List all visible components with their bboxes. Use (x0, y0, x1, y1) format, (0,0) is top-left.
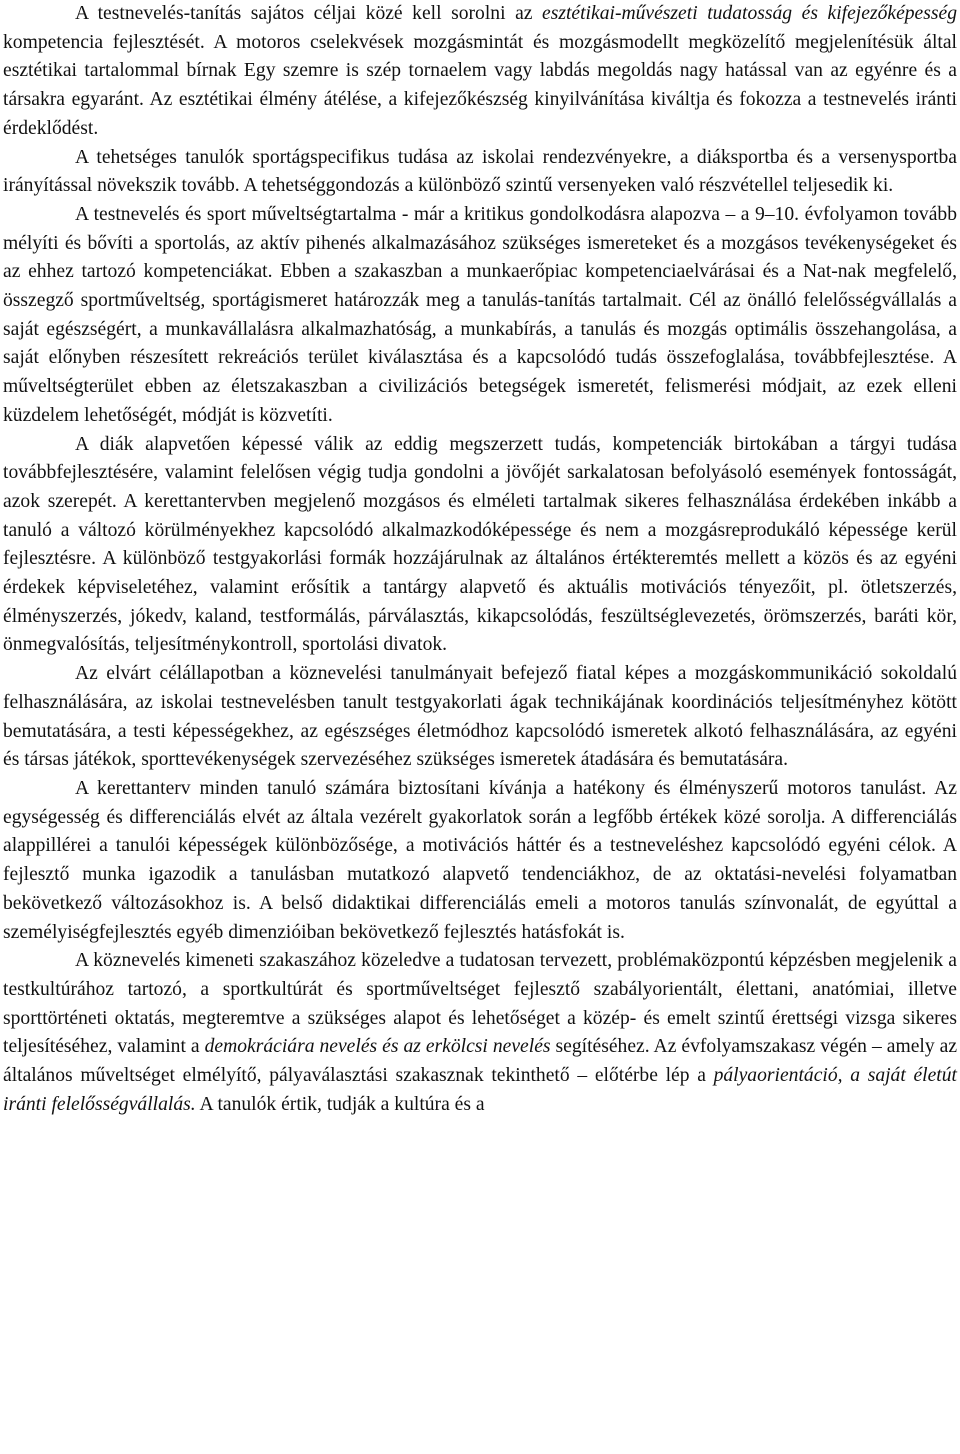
paragraph-text: Az elvárt célállapotban a köznevelési tanulmányait befejező fiatal képes a mozgáskommunikáció sokoldalú felhasználására, az iskolai testnevelésben tanult testgyakorlati ágak technikájának koordinációs teljesítményhez kötött bemutatására, a testi képességekhez, az egészséges életmódhoz kapcsolódó ismeretek alkotó felhasználására, az egyéni és társas játékok, sporttevékenységek szervezéséhez szükséges ismeretek átadására és bemutatására. (3, 663, 957, 771)
paragraph-text: A kerettanterv minden tanuló számára biztosítani kívánja a hatékony és élményszerű motoros tanulást. Az egységesség és differenciálás elvét az általa vezérelt gyakorlatok során a legfőbb értékek közé sorolja. A differenciálás alappillérei a tanulói képességek különbözősége, a motivációs háttér és a testneveléshez kapcsolódó egyéni célok. A fejlesztő munka igazodik a tanulásban mutatkozó alapvető tendenciákhoz, de az oktatási-nevelési folyamatban bekövetkező változásokhoz is. A belső didaktikai differenciálás emeli a motoros tanulás színvonalát, de egyúttal a személyiségfejlesztés egyéb dimenzióiban bekövetkező fejlesztés hatásfokát is. (3, 777, 957, 943)
paragraph-aesthetic-competence (3, 0, 957, 144)
paragraph-text: A tehetséges tanulók sportágspecifikus tudása az iskolai rendezvényekre, a diáksportba és a versenysportba irányítással növekszik tovább. A tehetséggondozás a különböző szintű versenyeken való részvétellel teljesedik ki. (3, 146, 957, 197)
paragraph-differentiation (3, 775, 957, 947)
paragraph-grades-9-10 (3, 201, 957, 431)
paragraph-expected-outcome (3, 660, 957, 775)
paragraph-text: A tanulók értik, tudják a kultúra és a (195, 1093, 485, 1115)
paragraph-text: A testnevelés-tanítás sajátos céljai közé kell sorolni az (75, 3, 543, 24)
paragraph-text: segítéséhez. Az évfolyamszakasz végén – amely az általános műveltséget elmélyítő, pályaválasztási szakasznak tekinthető – előtérbe lép a (3, 1036, 958, 1087)
paragraph-text: A diák alapvetően képessé válik az eddig megszerzett tudás, kompetenciák birtokában a tárgyi tudása továbbfejlesztésére, valamint felelősen végig tudja gondolni a jövőjét sarkalatosan befolyásoló események fontosságát, azok szerepét. A kerettantervben megjelenő mozgásos és elméleti tartalmak sikeres felhasználása érdekében inkább a tanuló a változó körülményekhez kapcsolódó alkalmazkodóképessége és nem a mozgásreprodukáló képessége kerül fejlesztésre. A különböző testgyakorlási formák hozzájárulnak az általános értékteremtés mellett a közös és az egyéni érdekek képviseletéhez, valamint erősítik a tantárgy alapvető és aktuális motivációs tényezőit, pl. ötletszerzés, élményszerzés, jókedv, kaland, testformálás, párválasztás, kikapcsolódás, feszültséglevezetés, örömszerzés, baráti kör, önmegvalósítás, teljesítménykontroll, sportolási divatok. (3, 433, 957, 656)
paragraph-student-capability (3, 431, 957, 661)
emphasis-text: pályaorientáció, a saját életút iránti felelősségvállalás. (3, 1065, 957, 1115)
paragraph-exit-stage (3, 947, 957, 1119)
paragraph-text: A testnevelés és sport műveltségtartalma - már a kritikus gondolkodásra alapozva – a 9–10. évfolyamon tovább mélyíti és bővíti a sportolás, az aktív pihenés alkalmazásához szükséges ismereteket és a mozgásos tevékenységeket és az ehhez tartozó kompetenciákat. Ebben a szakaszban a munkaerőpiac kompetenciaelvárásai és a Nat-nak megfelelő, összegző sportműveltség, sportágismeret határozzák meg a tanulás-tanítás tartalmait. Cél az önálló felelősségvállalás a saját egészségért, a munkavállalásra alkalmazhatóság, a munkabírás, a tanulás és mozgás optimális összehangolása, a saját előnyben részesített rekreációs terület kiválasztása és a kapcsolódó tudás összefoglalása, továbbfejlesztése. A műveltségterület ebben az életszakaszban a civilizációs betegségek ismeretét, felismerési módjait, az ezek elleni küzdelem lehetőségét, módját is közvetíti. (3, 203, 957, 426)
paragraph-talented-students (3, 144, 957, 201)
paragraph-text: A köznevelés kimeneti szakaszához közeledve a tudatosan tervezett, problémaközpontú képzésben megjelenik a testkultúrához tartozó, a sportkultúrát és sportműveltséget fejlesztő szabályorientált, élettani, anatómiai, illetve sporttörténeti oktatás, megteremtve a szükséges alapot és lehetőséget a közép- és emelt szintű érettségi vizsga sikeres teljesítéséhez, valamint a (3, 950, 957, 1058)
emphasis-text: esztétikai-művészeti tudatosság és kifejezőképesség (542, 3, 958, 24)
paragraph-text: kompetencia fejlesztését. A motoros cselekvések mozgásmintát és mozgásmodellt megközelítő megjelenítésük által esztétikai tartalommal bírnak Egy szemre is szép tornaelem vagy labdás megoldás nagy hatással van az egyénre és a társakra egyaránt. Az esztétikai élmény átélése, a kifejezőkészség kinyilvánítása kiváltja és fokozza a testnevelés iránti érdeklődést. (3, 31, 957, 139)
document-body (3, 0, 957, 1119)
emphasis-text: demokráciára nevelés és az erkölcsi nevelés (204, 1036, 551, 1058)
